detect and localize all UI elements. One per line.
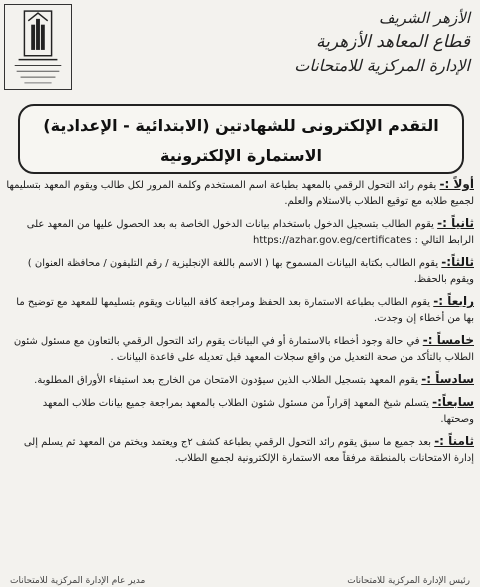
instruction-item-4	[6, 293, 474, 327]
instruction-label: سادساً :-	[421, 372, 474, 386]
document-subtitle: الاستمارة الإلكترونية	[159, 146, 322, 165]
instruction-item-8	[6, 433, 474, 467]
instruction-item-5	[6, 332, 474, 366]
instruction-label: أولاً :-	[439, 177, 474, 191]
instruction-item-7	[6, 394, 474, 428]
instruction-label: ثالثاً:-	[441, 255, 474, 269]
letterhead-line-2: قطاع المعاهد الأزهرية	[315, 32, 470, 52]
instructions-list	[6, 176, 474, 472]
instruction-item-6	[6, 371, 474, 389]
letterhead-line-3: الإدارة المركزية للامتحانات	[294, 56, 470, 75]
signature-footer	[0, 576, 480, 587]
instruction-text: يقوم الطالب بطباعة الاستمارة بعد الحفظ ومراجعة كافة البيانات ويقوم بتسليمها للمعهد مع توضيح ما بها من أخطاء إن وجدت.	[16, 297, 474, 324]
instruction-text: يتسلم شيخ المعهد إقراراً من مسئول شئون الطلاب بالمعهد بمراجعة جميع بيانات طلاب المعهد وصحتها.	[42, 398, 474, 425]
instruction-text: يقوم الطالب بكتابة البيانات المسموح بها ( الاسم باللغة الإنجليزية / رقم التليفون / محافظة العنوان ) ويقوم بالحفظ.	[27, 258, 474, 285]
instruction-text: في حالة وجود أخطاء بالاستمارة أو في البيانات يقوم رائد التحول الرقمي بالتعاون مع مسئول شئون الطلاب بالتأكد من صحة التعديل من واقع سجلات المعهد قبل تعديله على قاعدة البيانات .	[13, 336, 474, 363]
instruction-item-3	[6, 254, 474, 288]
instruction-text: يقوم الطالب بتسجيل الدخول باستخدام بيانات الدخول الخاصة به بعد الحصول عليها من المعهد على الرابط التالي :	[26, 219, 474, 246]
certificates-link[interactable]: https://azhar.gov.eg/certificates	[253, 235, 412, 246]
letterhead	[240, 6, 470, 78]
footer-signature-right: رئيس الإدارة المركزية للامتحانات	[347, 576, 470, 586]
title-box	[18, 104, 464, 174]
instruction-label: خامساً :-	[422, 333, 474, 347]
instruction-text: يقوم المعهد بتسجيل الطلاب الذين سيؤدون الامتحان من الخارج بعد استيفاء الأوراق المطلوبة.	[34, 375, 419, 386]
instruction-text: بعد جميع ما سبق يقوم رائد التحول الرقمي بطباعة كشف ٢ج ويعتمد ويختم من المعهد ثم يسلم إلى إدارة الامتحانات بالمنطقة مرفقاً معه الاستمارة الإلكترونية لجميع الطلاب.	[23, 437, 474, 464]
instruction-item-2	[6, 215, 474, 249]
letterhead-line-1: الأزهر الشريف	[378, 9, 470, 27]
document-title: التقدم الإلكترونى للشهادتين (الابتدائية - الإعدادية)	[43, 116, 439, 135]
instruction-label: ثانياً :-	[437, 216, 474, 230]
al-azhar-emblem-icon	[5, 5, 71, 89]
footer-signature-left: مدير عام الإدارة المركزية للامتحانات	[10, 576, 146, 586]
instruction-item-1	[6, 176, 474, 210]
instruction-text: يقوم رائد التحول الرقمي بالمعهد بطباعة اسم المستخدم وكلمة المرور لكل طالب ويقوم المعهد بتسليمها لجميع طلابه مع توقيع الطلاب بالاستلام والعلم.	[6, 180, 474, 207]
instruction-label: ثامناً :-	[434, 434, 474, 448]
al-azhar-logo	[4, 4, 72, 90]
instruction-label: رابعاً :-	[433, 294, 474, 308]
instruction-label: سابعاً:-	[432, 395, 474, 409]
